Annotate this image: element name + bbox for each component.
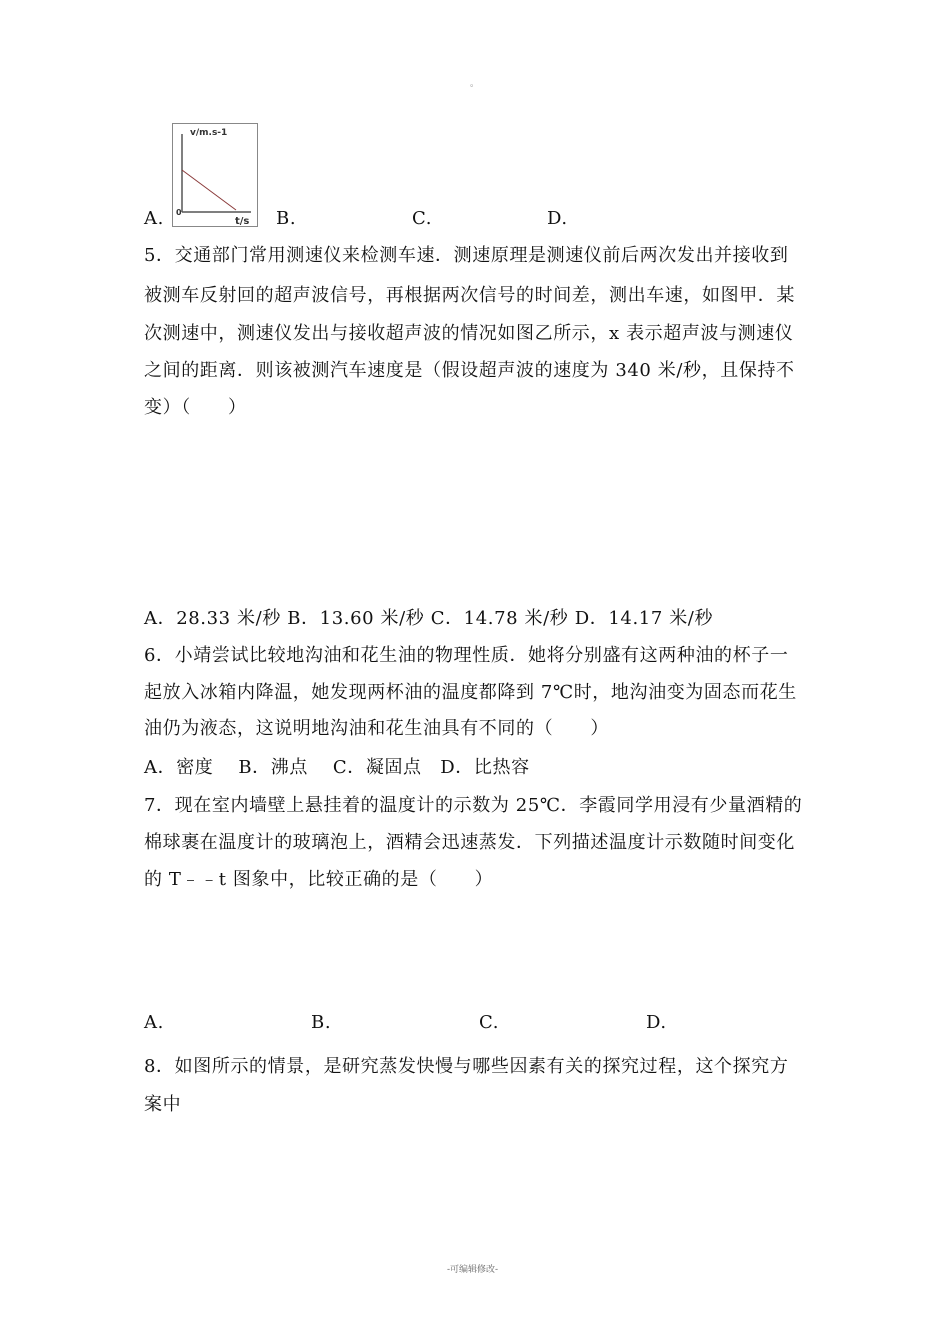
q4-option-b: B. [276,208,297,229]
q8-line-1: 8．如图所示的情景，是研究蒸发快慢与哪些因素有关的探究过程，这个探究方 [144,1056,789,1077]
q5-line-2: 被测车反射回的超声波信号，再根据两次信号的时间差，测出车速，如图甲．某 [144,285,795,306]
q7-line-1: 7．现在室内墙壁上悬挂着的温度计的示数为 25℃．李霞同学用浸有少量酒精的 [144,795,803,816]
q4-option-d: D. [547,208,568,229]
q6-line-1: 6．小靖尝试比较地沟油和花生油的物理性质．她将分别盛有这两种油的杯子一 [144,645,789,666]
q5-line-4: 之间的距离．则该被测汽车速度是（假设超声波的速度为 340 米/秒，且保持不 [144,360,795,381]
q8-line-2: 案中 [144,1094,182,1115]
q4-graph-a [172,123,258,227]
graph-origin: 0 [176,208,182,217]
q7-option-c: C. [479,1012,500,1033]
velocity-time-graph [173,124,259,228]
q5-line-5: 变）（ ） [144,397,247,418]
q7-line-2: 棉球裹在温度计的玻璃泡上，酒精会迅速蒸发．下列描述温度计示数随时间变化 [144,832,795,853]
q6-options: A．密度 B．沸点 C．凝固点 D．比热容 [144,757,530,778]
q7-option-b: B. [311,1012,332,1033]
q7-line-3: 的 T﹣﹣t 图象中，比较正确的是（ ） [144,869,494,890]
top-mark: 。 [470,79,480,89]
q5-line-3: 次测速中，测速仪发出与接收超声波的情况如图乙所示，x 表示超声波与测速仪 [144,323,794,344]
graph-xlabel: t/s [235,216,250,227]
q6-line-3: 油仍为液态，这说明地沟油和花生油具有不同的（ ） [144,718,609,739]
velocity-line [182,170,236,210]
footer-note: -可编辑修改- [447,1265,499,1275]
q7-option-a: A. [144,1012,164,1033]
q5-options: A．28.33 米/秒 B．13.60 米/秒 C．14.78 米/秒 D．14.17 米/秒 [144,608,714,629]
q7-option-d: D. [646,1012,667,1033]
q4-option-a: A. [144,208,164,229]
q6-line-2: 起放入冰箱内降温，她发现两杯油的温度都降到 7℃时，地沟油变为固态而花生 [144,682,797,703]
q5-line-1: 5．交通部门常用测速仪来检测车速．测速原理是测速仪前后两次发出并接收到 [144,245,789,266]
q4-option-c: C. [412,208,433,229]
graph-ylabel: v/m.s-1 [190,128,228,138]
